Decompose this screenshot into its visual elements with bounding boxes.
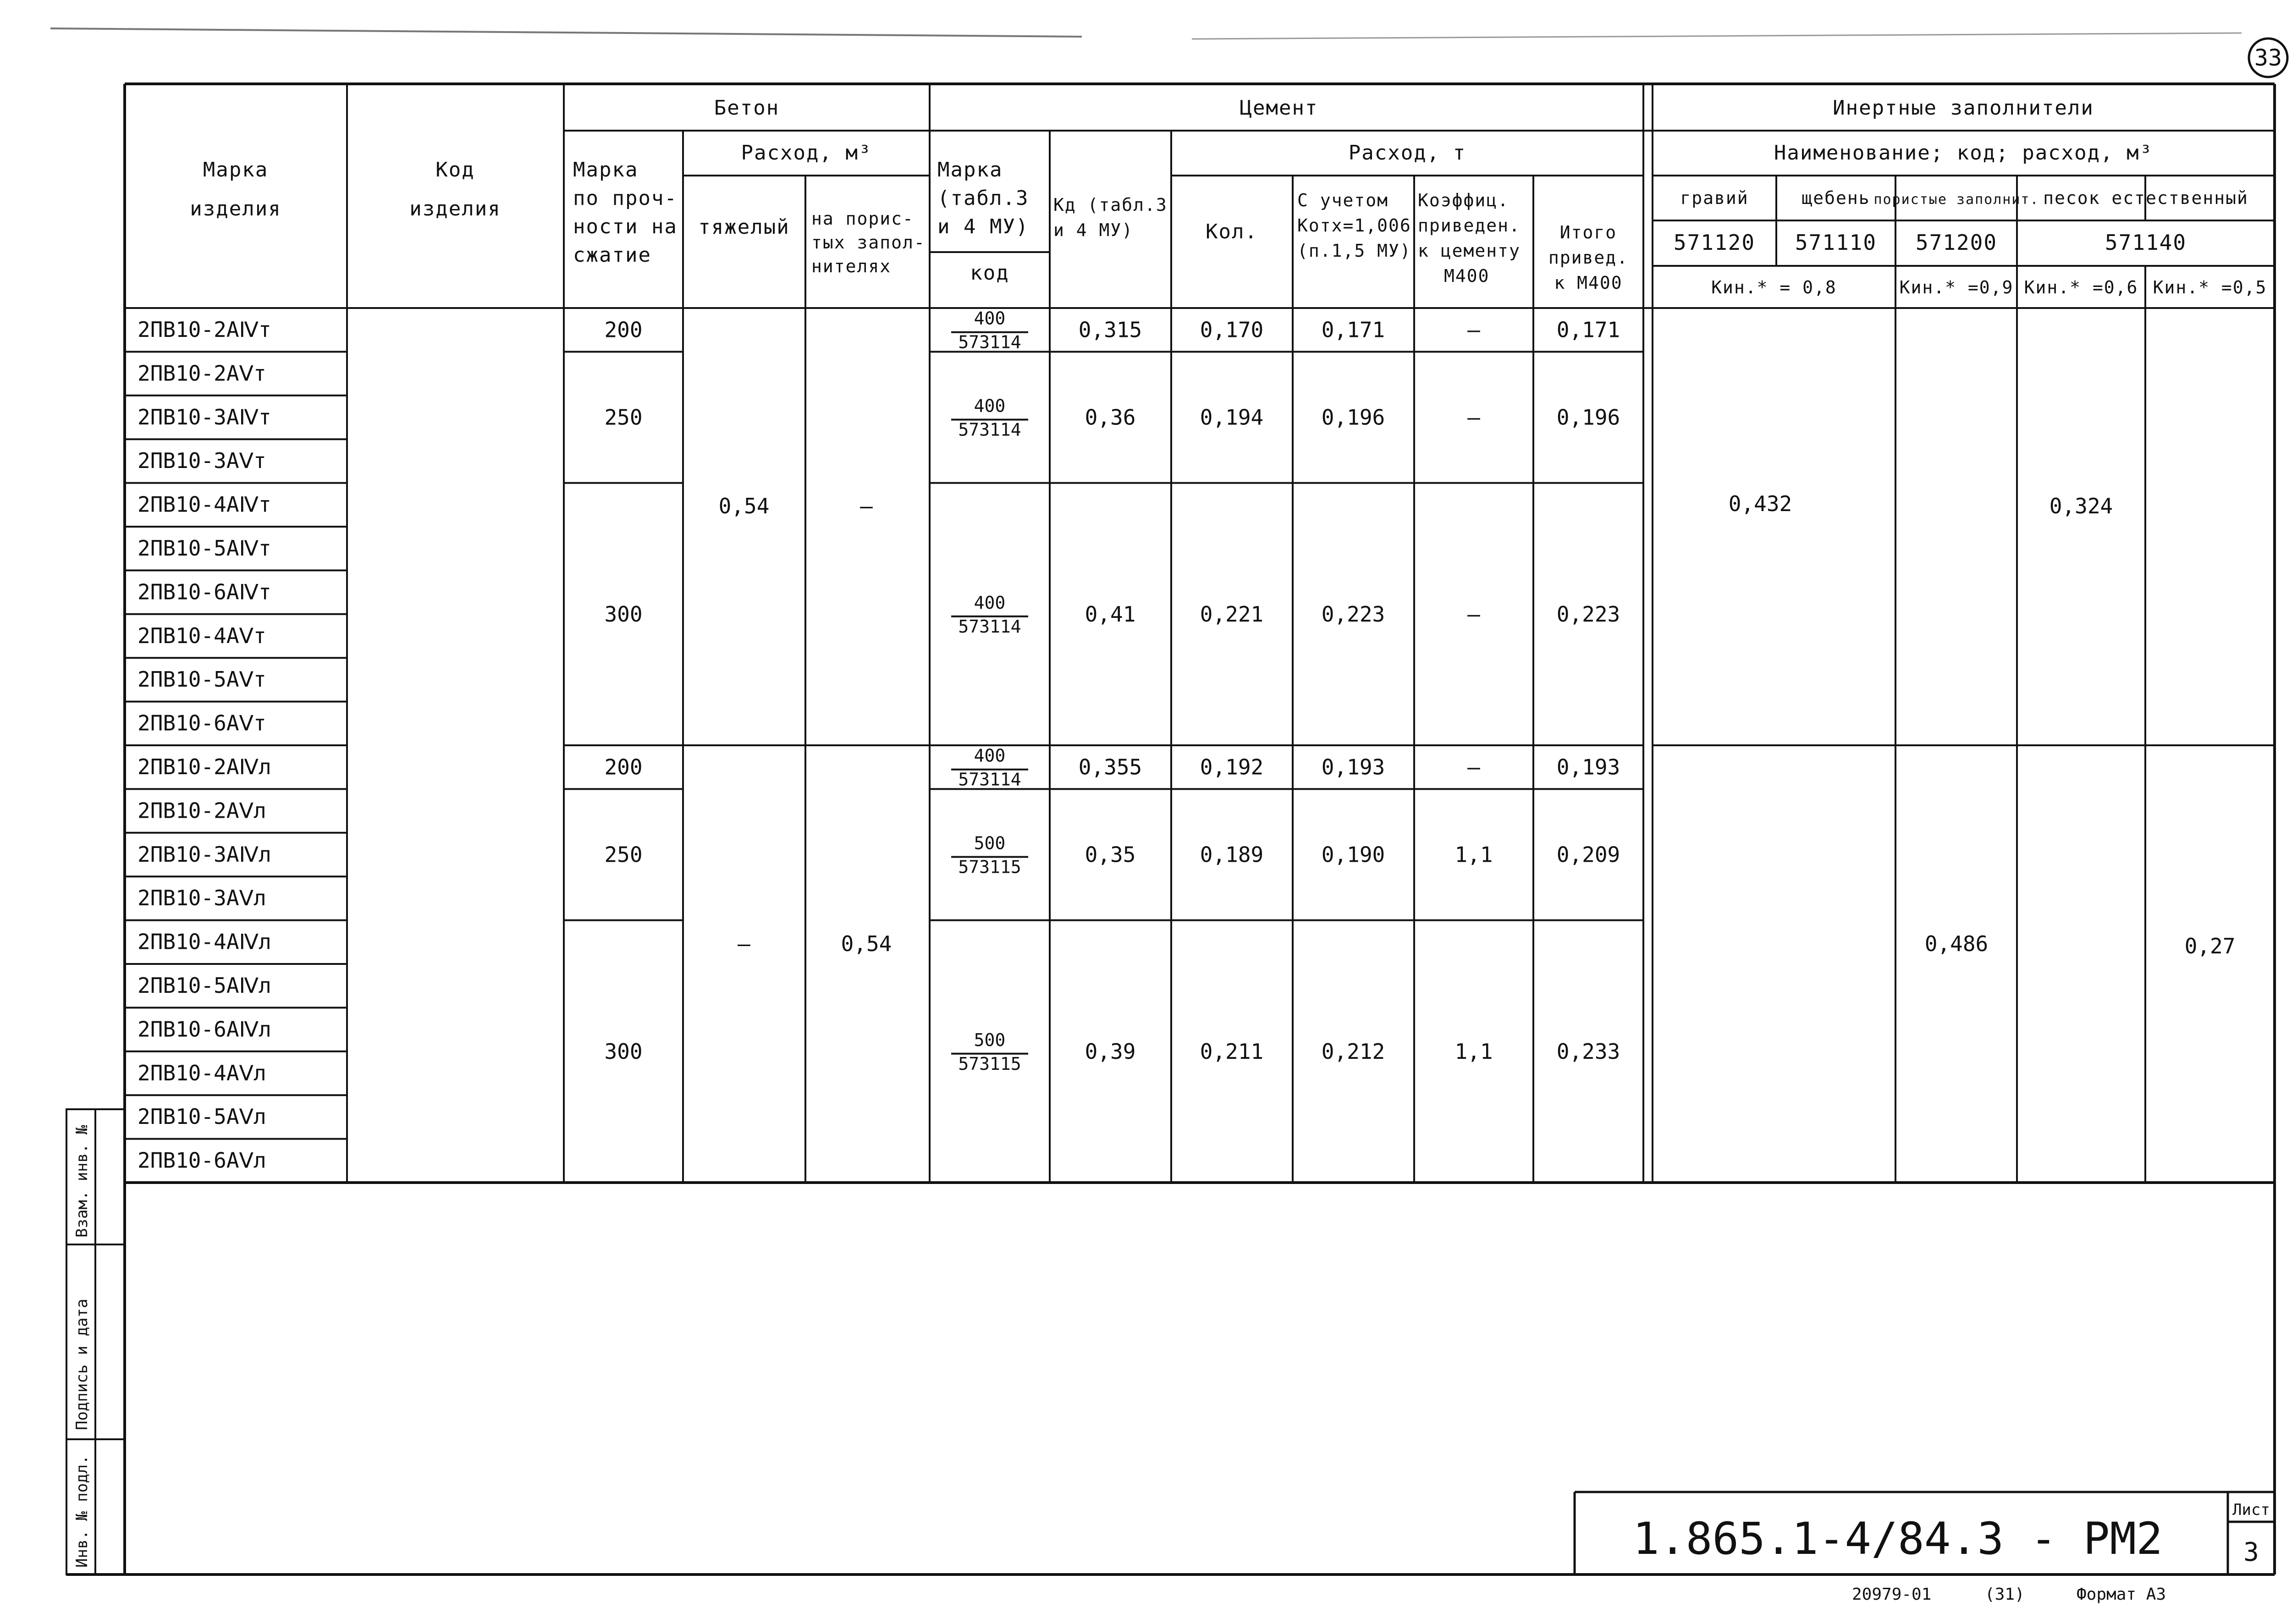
row-lines — [125, 352, 2275, 1139]
code-gravel: 571120 — [1673, 230, 1756, 255]
header-kd-2: и 4 МУ) — [1053, 220, 1134, 240]
row-mark: 2ПВ10-6АⅣл — [138, 1017, 271, 1042]
kol-value: 0,189 — [1200, 842, 1264, 867]
header-porous-2: тых запол- — [811, 232, 926, 253]
header-kd-1: Кд (табл.3 — [1053, 195, 1168, 215]
cement-mark-value: 500 — [974, 1029, 1006, 1050]
inert-t-sand: 0,324 — [2049, 494, 2113, 518]
header-beton: Бетон — [714, 96, 780, 120]
header-porous-3: нителях — [811, 256, 892, 276]
row-mark: 2ПВ10-3АⅣт — [138, 404, 271, 429]
s-uchetom-value: 0,196 — [1321, 405, 1385, 430]
header-cem-code: код — [970, 261, 1009, 285]
header-cement: Цемент — [1240, 96, 1318, 120]
itogo-value: 0,223 — [1556, 601, 1620, 627]
row-mark: 2ПВ10-2АⅣл — [138, 754, 271, 779]
header-s-uchetom-1: С учетом — [1297, 190, 1389, 210]
row-mark: 2ПВ10-5АⅣт — [138, 535, 271, 561]
footer-copy: (31) — [1985, 1585, 2025, 1604]
footer-format: Формат А3 — [2077, 1585, 2166, 1604]
header-koef-3: к цементу — [1418, 241, 1521, 261]
header-strength-2: по проч- — [573, 187, 678, 210]
header-strength-3: ности на — [573, 215, 678, 238]
header-code-2: изделия — [409, 197, 501, 220]
header-gravel: гравий — [1680, 188, 1749, 208]
header-koef-1: Коэффиц. — [1418, 190, 1510, 210]
inert-l-sand: 0,27 — [2184, 934, 2236, 958]
row-mark: 2ПВ10-4АⅣт — [138, 492, 271, 517]
row-mark: 2ПВ10-4АⅣл — [138, 929, 271, 954]
row-mark: 2ПВ10-6АⅤт — [138, 710, 266, 736]
itogo-value: 0,233 — [1556, 1039, 1620, 1064]
row-mark: 2ПВ10-3АⅣл — [138, 842, 271, 867]
kin-porous: Кин.* =0,9 — [1899, 277, 2014, 297]
row-mark: 2ПВ10-5АⅣл — [138, 973, 271, 998]
group-cells — [604, 308, 1620, 1074]
kd-value: 0,35 — [1085, 842, 1136, 867]
cement-code-value: 573115 — [958, 857, 1021, 877]
itogo-value: 0,196 — [1556, 405, 1620, 430]
header-itogo-1: Итого — [1559, 222, 1617, 242]
s-uchetom-value: 0,190 — [1321, 842, 1385, 867]
row-mark: 2ПВ10-6АⅣт — [138, 579, 271, 605]
kol-value: 0,192 — [1200, 754, 1264, 780]
koef-value: — — [1467, 405, 1480, 430]
kol-value: 0,194 — [1200, 405, 1264, 430]
header-cem-mark-3: и 4 МУ) — [937, 215, 1029, 238]
koef-value: — — [1467, 601, 1480, 627]
kd-value: 0,39 — [1085, 1039, 1136, 1064]
row-mark: 2ПВ10-4АⅤт — [138, 623, 266, 648]
kol-value: 0,211 — [1200, 1039, 1264, 1064]
kin-sand2: Кин.* =0,5 — [2153, 277, 2267, 297]
row-mark: 2ПВ10-5АⅤт — [138, 667, 266, 692]
kol-value: 0,221 — [1200, 601, 1264, 627]
s-uchetom-value: 0,193 — [1321, 754, 1385, 780]
header-cem-rashod: Расход, т — [1348, 141, 1466, 165]
beton-l-porous: 0,54 — [841, 931, 892, 956]
header-sand: песок естественный — [2043, 188, 2248, 208]
beton-l-heavy: — — [738, 931, 750, 956]
footer — [1852, 1585, 2166, 1604]
strength-value: 250 — [604, 842, 643, 867]
header-koef-4: М400 — [1444, 266, 1490, 286]
list-label: Лист — [2232, 1501, 2270, 1519]
header-texts — [190, 96, 2267, 297]
header-koef-2: приведен. — [1418, 215, 1521, 236]
header-s-uchetom-2: Котх=1,006 — [1297, 215, 1411, 236]
header-inert-sub: Наименование; код; расход, м³ — [1774, 141, 2153, 165]
cement-code-value: 573115 — [958, 1053, 1021, 1074]
top-edge-line-right — [1192, 33, 2242, 39]
footer-code: 20979-01 — [1852, 1585, 1932, 1604]
header-porous-1: на порис- — [811, 209, 914, 229]
cement-code-value: 573114 — [958, 419, 1021, 440]
strength-value: 200 — [604, 317, 643, 342]
stamp-podpis: Подпись и дата — [73, 1299, 91, 1430]
designation: 1.865.1-4/84.3 - РМ2 — [1633, 1513, 2163, 1564]
header-s-uchetom-3: (п.1,5 МУ) — [1297, 241, 1411, 261]
header-itogo-2: привед. — [1548, 248, 1629, 268]
cement-code-value: 573114 — [958, 769, 1021, 790]
kol-value: 0,170 — [1200, 317, 1264, 342]
itogo-value: 0,171 — [1556, 317, 1620, 342]
s-uchetom-value: 0,212 — [1321, 1039, 1385, 1064]
cement-mark-value: 500 — [974, 833, 1006, 853]
sheet-number: 33 — [2254, 44, 2282, 71]
cement-code-value: 573114 — [958, 332, 1021, 352]
header-cem-mark-1: Марка — [937, 158, 1003, 182]
strength-value: 300 — [604, 601, 643, 627]
strength-value: 300 — [604, 1039, 643, 1064]
stamp-inv-podl: Инв. № подл. — [73, 1455, 91, 1568]
strength-value: 250 — [604, 405, 643, 430]
inert-l-porous: 0,486 — [1924, 931, 1989, 956]
inert-t-gravel: 0,432 — [1728, 491, 1792, 516]
header-strength-4: сжатие — [573, 243, 651, 267]
cement-mark-value: 400 — [974, 396, 1006, 416]
koef-value: 1,1 — [1455, 1039, 1493, 1064]
cement-code-value: 573114 — [958, 616, 1021, 637]
row-mark: 2ПВ10-2АⅣт — [138, 317, 271, 342]
header-porous-fill: пористые заполнит. — [1873, 192, 2039, 208]
kd-value: 0,315 — [1078, 317, 1142, 342]
code-sheben: 571110 — [1795, 230, 1877, 255]
header-sheben: щебень — [1802, 188, 1870, 208]
top-edge-line — [50, 28, 1082, 37]
s-uchetom-value: 0,171 — [1321, 317, 1385, 342]
header-heavy: тяжелый — [698, 215, 790, 239]
header-mark-1: Марка — [203, 158, 269, 182]
beton-t-heavy: 0,54 — [718, 494, 770, 518]
s-uchetom-value: 0,223 — [1321, 601, 1385, 627]
cement-mark-value: 400 — [974, 308, 1006, 329]
code-porous: 571200 — [1915, 230, 1998, 255]
koef-value: 1,1 — [1455, 842, 1493, 867]
cement-mark-value: 400 — [974, 745, 1006, 766]
stamp-vzam: Взам. инв. № — [73, 1125, 91, 1238]
beton-t-porous: — — [860, 494, 873, 518]
code-sand: 571140 — [2105, 230, 2187, 255]
header-kol: Кол. — [1206, 220, 1258, 243]
kd-value: 0,41 — [1085, 601, 1136, 627]
kd-value: 0,355 — [1078, 754, 1142, 780]
row-mark: 2ПВ10-3АⅤл — [138, 886, 266, 911]
header-mark-2: изделия — [190, 197, 281, 220]
header-beton-rashod: Расход, м³ — [741, 141, 872, 165]
row-mark: 2ПВ10-4АⅤл — [138, 1060, 266, 1085]
kin-sand1: Кин.* =0,6 — [2024, 277, 2138, 297]
row-mark: 2ПВ10-5АⅤл — [138, 1104, 266, 1129]
koef-value: — — [1467, 754, 1480, 780]
koef-value: — — [1467, 317, 1480, 342]
side-stamp-texts — [73, 1125, 91, 1568]
header-inert: Инертные заполнители — [1833, 96, 2094, 120]
header-itogo-3: к М400 — [1554, 273, 1623, 293]
kd-value: 0,36 — [1085, 405, 1136, 430]
cement-mark-value: 400 — [974, 592, 1006, 613]
header-strength-1: Марка — [573, 158, 639, 182]
strength-value: 200 — [604, 754, 643, 780]
itogo-value: 0,209 — [1556, 842, 1620, 867]
kin-gravel: Кин.* = 0,8 — [1711, 277, 1837, 297]
header-code-1: Код — [435, 158, 475, 182]
merged-values — [719, 491, 2236, 958]
itogo-value: 0,193 — [1556, 754, 1620, 780]
row-mark: 2ПВ10-6АⅤл — [138, 1148, 266, 1173]
row-mark: 2ПВ10-2АⅤл — [138, 798, 266, 823]
header-cem-mark-2: (табл.3 — [937, 187, 1029, 210]
list-number: 3 — [2243, 1537, 2259, 1567]
row-mark: 2ПВ10-3АⅤт — [138, 448, 266, 473]
row-mark: 2ПВ10-2АⅤт — [138, 361, 266, 386]
